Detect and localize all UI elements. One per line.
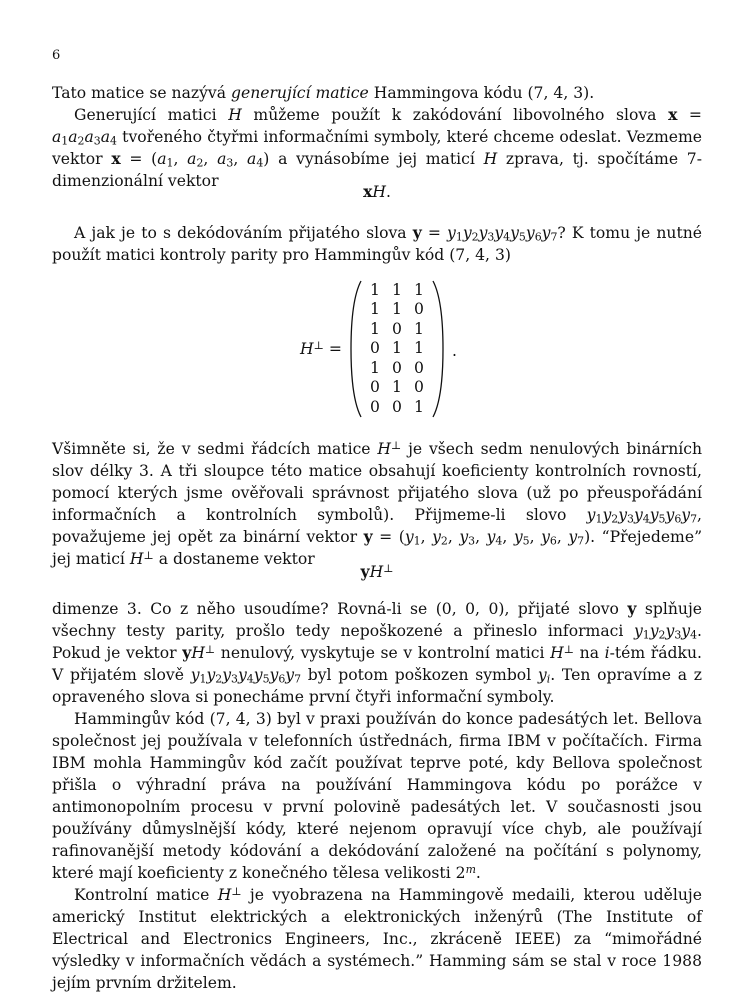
paragraph-intro: Tato matice se nazývá generující matice Hammingova kódu (7, 4, 3). Generující matici H můžeme použít k zakódování libovolného slova $x = a_1a_2a_3a_4$ tvořeného čtyřmi informačními symboly, které chceme odeslat. Vezmeme vektor $x = (a_1$, $a_2$, $a_3$, $a_4$) a vynásobíme jej maticí H zprava, tj. spočítáme 7-dimenzionální vektor	[52, 84, 703, 190]
matrix-row	[364, 397, 430, 417]
matrix-cell: 1	[414, 280, 424, 299]
display-xH: xH.	[363, 182, 391, 201]
matrix-cell: 1	[414, 397, 424, 416]
matrix-period: .	[452, 342, 457, 360]
matrix-cell: 0	[370, 339, 380, 358]
matrix-label: H⊥ =	[300, 339, 342, 358]
matrix-cell: 0	[414, 300, 424, 319]
matrix-table	[364, 280, 430, 417]
matrix-cell: 1	[392, 300, 402, 319]
matrix-cell: 1	[392, 280, 402, 299]
page	[52, 0, 703, 992]
matrix-cell: 0	[392, 319, 402, 338]
matrix-cell: 1	[392, 339, 402, 358]
display-yH: yH⊥	[360, 562, 394, 581]
matrix-cell: 1	[370, 280, 380, 299]
matrix-row	[364, 280, 430, 300]
matrix-cell: 0	[414, 358, 424, 377]
paragraph-dimension: dimenze 3. Co z něho usoudíme? Rovná-li se (0, 0, 0), přijaté slovo y splňuje všechny testy parity, prošlo tedy nepoškozené a přineslo informaci $y_1y_2y_3y_4$. Pokud je vektor yH⊥ nenulový, vyskytuje se v kontrolní matici H⊥ na i-tém řádku. V přijatém slově $y_1y_2y_3y_4y_5y_6y_7$ byl potom poškozen symbol $y_i$. Ten opravíme a z opraveného slova si ponecháme první čtyři informační symboly. Hammingův kód (7, 4, 3) byl v praxi používán do konce padesátých let. Bellova společnost jej používala v telefonních ústřednách, firma IBM v počítačích. Firma IBM mohla Hammingův kód začít používat teprve poté, kdy Bellova společnost přišla o výhradní práva na používání Hammingova kódu po porážce v antimonopolním procesu v první polovině padesátých let. V současnosti jsou používány důmyslnější kódy, které nejenom opravují více chyb, ale používají rafinovanější metody kódování a dekódování založené na počítání s polynomy, které mají koeficienty z konečného tělesa velikosti 2$^m$. Kontrolní matice H⊥ je vyobrazena na Hammingově medaili, kterou uděluje americký Institut elektrických a elektronických inženýrů (The Institute of Electrical and Electronics Engineers, Inc., zkráceně IEEE) za “mimořádné výsledky v informačních vědách a systémech.” Hamming sám se stal v roce 1988 jejím prvním držitelem.	[52, 599, 703, 992]
matrix-cell: 0	[370, 378, 380, 397]
matrix-cell: 1	[370, 319, 380, 338]
matrix-row	[364, 319, 430, 339]
page-number: 6	[52, 48, 61, 63]
matrix-cell: 1	[414, 319, 424, 338]
matrix-cell: 0	[370, 397, 380, 416]
paragraph-decoding: A jak je to s dekódováním přijatého slova $y = y_1y_2y_3y_4y_5y_6y_7$? K tomu je nutné použít matici kontroly parity pro Hammingův kód (7, 4, 3)	[52, 223, 702, 264]
paragraph-notice: Všimněte si, že v sedmi řádcích matice H⊥ je všech sedm nenulových binárních slov délky 3. A tři sloupce této matice obsahují koeficienty kontrolních rovností, pomocí kterých jsme ověřovali správnost přijatého slova (už po přeuspořádání informačních a kontrolních symbolů). Přijmeme-li slovo $y_1y_2y_3y_4y_5y_6y_7$, považujeme jej opět za binární vektor $y = (y_1$, $y_2$, $y_3$, $y_4$, $y_5$, $y_6$, $y_7$). “Přejedeme” jej maticí H⊥ a dostaneme vektor	[52, 439, 703, 568]
matrix-cell: 1	[370, 358, 380, 377]
matrix-row	[364, 300, 430, 320]
matrix-cell: 0	[414, 378, 424, 397]
matrix-cell: 1	[370, 300, 380, 319]
matrix-row	[364, 358, 430, 378]
matrix-cell: 0	[392, 397, 402, 416]
matrix-cell: 1	[392, 378, 402, 397]
left-paren	[350, 280, 362, 418]
matrix-cell: 1	[414, 339, 424, 358]
right-paren	[432, 280, 444, 418]
parity-check-matrix	[52, 280, 702, 420]
matrix-row	[364, 378, 430, 398]
matrix-row	[364, 339, 430, 359]
matrix-cell: 0	[392, 358, 402, 377]
